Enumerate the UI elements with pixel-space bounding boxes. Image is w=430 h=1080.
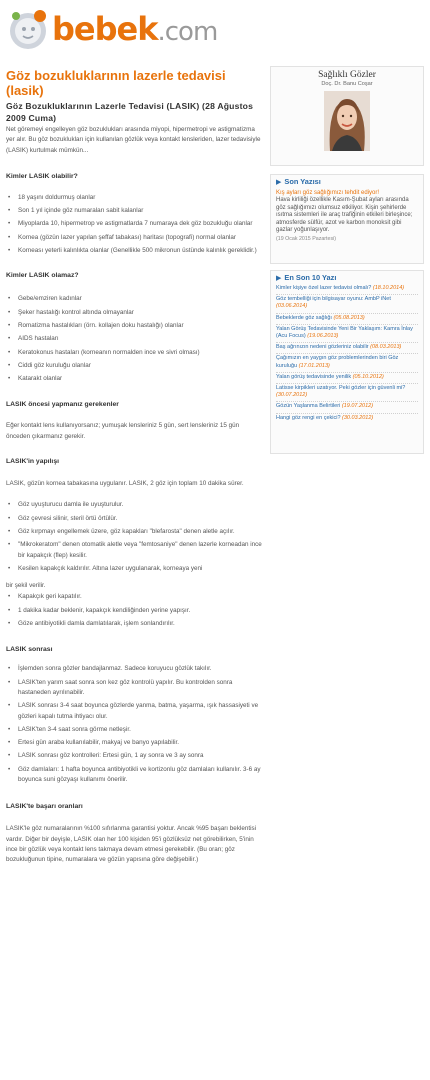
list-item: • Korneası yeterli kalınlıkta olanlar (Genellikle 500 mikronun üstünde kalınlık gereklidir.) xyxy=(6,246,264,256)
bullet-list xyxy=(6,592,264,629)
logo-suffix-text: .com xyxy=(157,17,218,47)
list-item[interactable] xyxy=(276,384,418,402)
list-item: • LASIK sonrası göz kontrolleri: Ertesi gün, 1 ay sonra ve 3 ay sonra xyxy=(6,751,264,761)
list-item: • Kesilen kapakçık kaldırılır. Altına lazer uygulanarak, korneaya yeni xyxy=(6,564,264,574)
list-item: • Katarakt olanlar xyxy=(6,374,264,384)
article-intro: Net göremeyi engelleyen göz bozuklukları arasında miyopi, hipermetropi ve astigmatizma yer alır. Bu göz bozuklukları için kullanılan gözlük veya kontakt lensleriden, lazer tedavisiyle (LASIK) kurtulmak mümkün... xyxy=(6,126,261,154)
site-logo[interactable] xyxy=(6,6,217,52)
list-item: • İşlemden sonra gözler bandajlanmaz. Sadece koruyucu gözlük takılır. xyxy=(6,664,264,674)
arrow-right-icon: ▶ xyxy=(276,177,282,186)
list-item: • Kapakçık geri kapatılır. xyxy=(6,592,264,602)
post-date: (30.07.2012) xyxy=(276,392,308,399)
list-item: • Göz çevresi silinir, steril örtü örtülür. xyxy=(6,514,264,524)
post-title-link[interactable]: Yalan Görüş Tedavisinde Yeni Bir Yaklaşım: Kamra İnlay (Acu Focus) xyxy=(276,325,413,340)
post-date: (03.06.2014) xyxy=(276,303,308,310)
last-post-link[interactable]: Kış ayları göz sağlığımızı tehdit ediyor! xyxy=(276,190,380,196)
list-item[interactable] xyxy=(276,402,418,413)
post-title-link[interactable]: Hangi göz rengi en çekici? xyxy=(276,414,341,421)
latest-posts-box xyxy=(270,270,424,454)
list-item: • AIDS hastaları xyxy=(6,334,264,344)
list-item: • LASIK'ten yarım saat sonra son kez göz kontrolü yapılır. Bu kontrolden sonra hastaneden ayrılınabilir. xyxy=(6,678,264,699)
list-item[interactable] xyxy=(276,343,418,354)
list-item: • Romatizma hastalıkları (örn. kollajen doku hastalığı) olanlar xyxy=(6,321,264,331)
list-item: • Göze antibiyotikli damla damlatılarak, işlem sonlandırılır. xyxy=(6,619,264,629)
box-header xyxy=(271,175,423,188)
post-title-link[interactable]: Latisse kirpikleri uzatıyor. Peki gözler için güvenli mi? xyxy=(276,385,406,392)
box-header xyxy=(271,271,423,284)
list-item: • 18 yaşını doldurmuş olanlar xyxy=(6,193,264,203)
list-item[interactable] xyxy=(276,354,418,372)
section-heading: LASIK'in yapılışı xyxy=(6,458,59,466)
post-title-link[interactable]: Göz tembelliği için bilgisayar oyunu: AmbP iNet xyxy=(276,296,391,303)
list-item: • Şeker hastalığı kontrol altında olmayanlar xyxy=(6,308,264,318)
list-item[interactable] xyxy=(276,284,418,295)
sidebar xyxy=(270,66,424,454)
list-item[interactable] xyxy=(276,295,418,313)
post-title-link[interactable]: Kimler kişiye özel lazer tedavisi olmalı? xyxy=(276,285,372,291)
article xyxy=(6,68,264,865)
list-item: • Ciddi göz kuruluğu olanlar xyxy=(6,361,264,371)
list-item: • Ertesi gün araba kullanılabilir, makyaj ve banyo yapılabilir. xyxy=(6,738,264,748)
list-item: • 1 dakika kadar beklenir, kapakçık kendiliğinden yerine yapışır. xyxy=(6,606,264,616)
arrow-right-icon: ▶ xyxy=(276,273,282,282)
list-item[interactable] xyxy=(276,414,418,424)
bullet-list xyxy=(6,294,264,384)
post-title-link[interactable]: Baş ağrınızın nedeni gözleriniz olabilir xyxy=(276,344,369,351)
avatar[interactable] xyxy=(324,91,370,151)
paragraph: LASIK'le göz numaralarının %100 sıfırlanma garantisi yoktur. Ancak %95 başarı beklentisi vardır. Diğer bir deyişle, LASIK olan her 100 kişiden 95'i gözlüksüz net görebilirken, 5'inin ince bir gözlük veya kontakt lens takmaya devam etmesi gerekebilir. (Bu oran; göz bozukluğunun tipine, numaralara ve gözün yapısına göre değişebilir.) xyxy=(6,825,257,864)
box-title: En Son 10 Yazı xyxy=(284,273,337,282)
post-date: (18.10.2014) xyxy=(372,285,405,291)
section-heading: Kimler LASIK olamaz? xyxy=(6,272,79,280)
list-item: • Göz kırpmayı engellemek üzere, göz kapakları "blefarosta" denen aletle açılır. xyxy=(6,527,264,537)
section-heading: LASIK sonrası xyxy=(6,646,53,654)
list-item: • Göz uyuşturucu damla ile uyuşturulur. xyxy=(6,500,264,510)
post-date: (05.10.2012) xyxy=(352,373,384,380)
paragraph: LASIK, gözün kornea tabakasına uygulanır. LASIK, 2 göz için toplam 10 dakika sürer. xyxy=(6,480,244,488)
paragraph: Eğer kontakt lens kullanıyorsanız; yumuşak lensleriniz 5 gün, sert lensleriniz 15 gün önceden çıkarmanız gerekir. xyxy=(6,422,240,440)
post-title-link[interactable]: Yalan görüş tedavisinde yenilik xyxy=(276,373,352,380)
section-heading: Kimler LASIK olabilir? xyxy=(6,172,78,180)
list-item: • Kornea (gözün lazer yapılan şeffaf tabakası) haritası (topografi) normal olanlar xyxy=(6,233,264,243)
logo-main-text: bebek xyxy=(52,10,158,48)
paragraph: bir şekil verilir. xyxy=(6,582,46,590)
list-item: • Göz damlaları: 1 hafta boyunca antibiyotikli ve kortizonlu göz damlaları kullanılır. 3-6 ay boyunca suni gözyaşı kullanımı önerilir. xyxy=(6,765,264,786)
list-item[interactable] xyxy=(276,373,418,384)
post-date: (19.07.2012) xyxy=(341,403,374,410)
list-item: • Gebe/emziren kadınlar xyxy=(6,294,264,304)
author-profile xyxy=(270,66,424,166)
post-date: (08.03.2013) xyxy=(370,344,402,351)
post-date: (30.03.2012) xyxy=(342,414,374,421)
post-title-link[interactable]: Gözün Yaşlanma Belirtileri xyxy=(276,403,341,410)
list-item: • LASIK'ten 3-4 saat sonra görme netleşir. xyxy=(6,725,264,735)
section-heading: LASIK'te başarı oranları xyxy=(6,803,83,811)
list-item: • Keratokonus hastaları (korneanın normalden ince ve sivri olması) xyxy=(6,348,264,358)
last-post-excerpt: Hava kirliliği özellikle Kasım-Şubat ayları arasında göz sağlığımızı olumsuz etkiliyor. Kişin şehirlerde ısıtma sistemleri ile araç trafiğinin etkileri birleşince; atmosferde sülfür, azot ve karbon monoksit gibi gazlar yoğunlaşıyor. xyxy=(276,197,413,234)
bullet-list xyxy=(6,500,264,574)
bullet-list xyxy=(6,193,264,256)
article-title: Göz bozukluklarının lazerle tedavisi (lasik) xyxy=(6,68,226,98)
box-title: Son Yazısı xyxy=(284,177,321,186)
bullet-list xyxy=(6,664,264,785)
post-date: (05.08.2013) xyxy=(333,314,365,321)
blog-title[interactable]: Sağlıklı Gözler xyxy=(318,70,376,80)
post-title-link[interactable]: Bebeklerde göz sağlığı xyxy=(276,314,332,321)
article-subtitle: Göz Bozukluklarının Lazerle Tedavisi (LASIK) (28 Ağustos 2009 Cuma) xyxy=(6,101,254,123)
list-item: • Miyoplarda 10, hipermetrop ve astigmatlarda 7 numaraya dek göz bozukluğu olanlar xyxy=(6,219,264,229)
baby-logo-icon xyxy=(6,7,50,51)
post-date: (19.06.2013) xyxy=(307,333,339,340)
list-item[interactable] xyxy=(276,325,418,343)
list-item[interactable] xyxy=(276,314,418,325)
site-header xyxy=(0,0,430,62)
post-date: (17.01.2013) xyxy=(298,362,330,369)
last-post-date: (19 Ocak 2015 Pazartesi) xyxy=(276,235,337,242)
list-item: • "Mikrokeratom" denen otomatik aletle veya "femtosaniye" denen lazerle korneadan ince bir kapakçık (flep) kesilir. xyxy=(6,540,264,561)
latest-posts-list xyxy=(271,284,423,424)
section-heading: LASIK öncesi yapmanız gerekenler xyxy=(6,401,119,409)
list-item: • Son 1 yıl içinde göz numaraları sabit kalanlar xyxy=(6,206,264,216)
list-item: • LASIK sonrası 3-4 saat boyunca gözlerde yanma, batma, yaşarma, ışık hassasiyeti ve gözleri kapalı tutma ihtiyacı olur. xyxy=(6,701,264,722)
post-title-link[interactable]: Çağımızın en yaygın göz problemlerinden biri Göz kuruluğu xyxy=(276,355,399,369)
last-post-box xyxy=(270,174,424,264)
author-name[interactable]: Doç. Dr. Banu Coşar xyxy=(321,81,373,87)
